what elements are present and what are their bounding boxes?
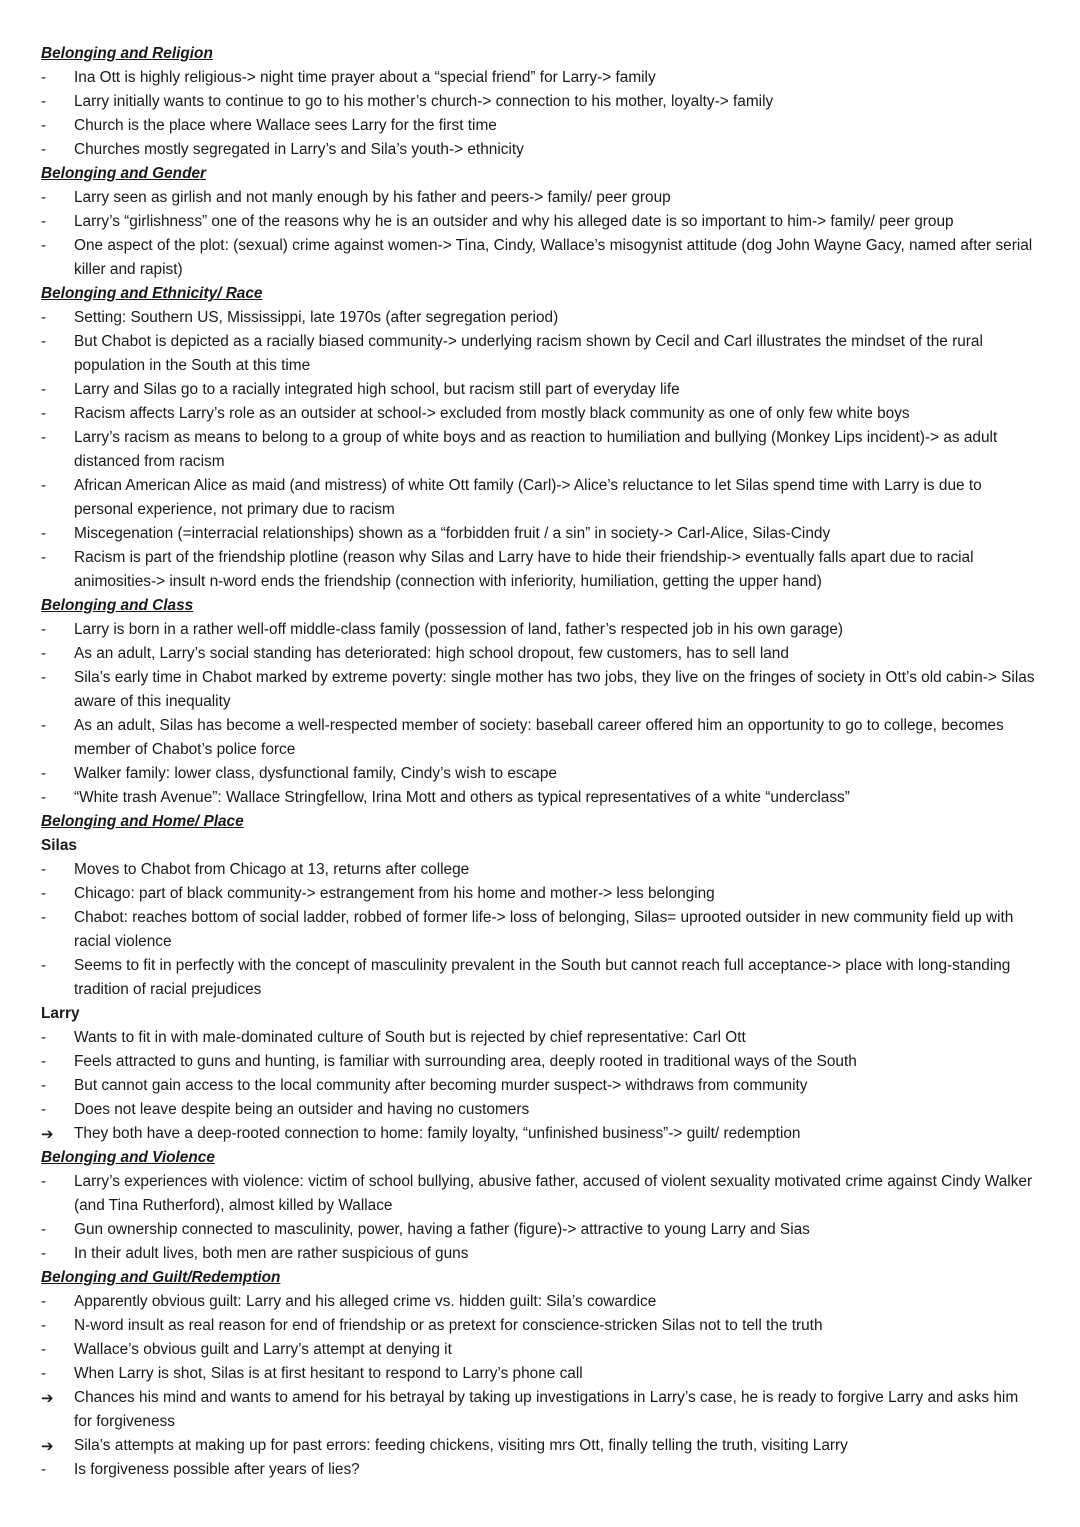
list-item: - Church is the place where Wallace sees Larry for the first time (41, 114, 1036, 138)
list-item: - Larry’s experiences with violence: victim of school bullying, abusive father, accused of violent sexuality motivated crime against Cindy Walker (and Tina Rutherford), almost killed by Wallace (41, 1170, 1036, 1218)
dash-bullet-icon (41, 1458, 74, 1482)
list-item: - Racism affects Larry’s role as an outsider at school-> excluded from mostly black community as one of only few white boys (41, 402, 1036, 426)
list-item: - Gun ownership connected to masculinity, power, having a father (figure)-> attractive to young Larry and Sias (41, 1218, 1036, 1242)
list-item: - Does not leave despite being an outsider and having no customers (41, 1098, 1036, 1122)
arrow-right-icon: ➔ (41, 1437, 54, 1455)
dash-bullet-icon (41, 642, 74, 666)
dash-bullet-icon (41, 66, 74, 90)
list-item: - Wallace’s obvious guilt and Larry’s attempt at denying it (41, 1338, 1036, 1362)
list-item: - Apparently obvious guilt: Larry and his alleged crime vs. hidden guilt: Sila’s cowardice (41, 1290, 1036, 1314)
list-item: - African American Alice as maid (and mistress) of white Ott family (Carl)-> Alice’s reluctance to let Silas spend time with Larry is due to personal experience, not primary due to racism (41, 474, 1036, 522)
list-item: ➔ Chances his mind and wants to amend for his betrayal by taking up investigations in Larry’s case, he is ready to forgive Larry and asks him for forgiveness (41, 1386, 1036, 1434)
dash-bullet-icon (41, 546, 74, 570)
list-item: - Chicago: part of black community-> estrangement from his home and mother-> less belonging (41, 882, 1036, 906)
list-item: - One aspect of the plot: (sexual) crime against women-> Tina, Cindy, Wallace’s misogynist attitude (dog John Wayne Gacy, named after serial killer and rapist) (41, 234, 1036, 282)
dash-bullet-icon (41, 714, 74, 738)
dash-bullet-icon (41, 1314, 74, 1338)
dash-bullet-icon (41, 882, 74, 906)
list-item: - Setting: Southern US, Mississippi, late 1970s (after segregation period) (41, 306, 1036, 330)
dash-bullet-icon (41, 666, 74, 690)
list-item: - Walker family: lower class, dysfunctional family, Cindy’s wish to escape (41, 762, 1036, 786)
dash-bullet-icon (41, 1098, 74, 1122)
dash-bullet-icon (41, 1338, 74, 1362)
list-item: - Larry and Silas go to a racially integrated high school, but racism still part of everyday life (41, 378, 1036, 402)
dash-bullet-icon (41, 426, 74, 450)
dash-bullet-icon (41, 1026, 74, 1050)
list-item: - Miscegenation (=interracial relationships) shown as a “forbidden fruit / a sin” in society-> Carl-Alice, Silas-Cindy (41, 522, 1036, 546)
list-item: - Wants to fit in with male-dominated culture of South but is rejected by chief representative: Carl Ott (41, 1026, 1036, 1050)
section-heading-violence: Belonging and Violence (41, 1149, 215, 1166)
list-item: - Churches mostly segregated in Larry’s and Sila’s youth-> ethnicity (41, 138, 1036, 162)
dash-bullet-icon (41, 186, 74, 210)
subheading-larry: Larry (41, 1005, 80, 1022)
subheading-silas: Silas (41, 837, 77, 854)
dash-bullet-icon (41, 1290, 74, 1314)
list-item: - Chabot: reaches bottom of social ladder, robbed of former life-> loss of belonging, Silas= uprooted outsider in new community field up with racial violence (41, 906, 1036, 954)
section-heading-class: Belonging and Class (41, 597, 194, 614)
dash-bullet-icon (41, 138, 74, 162)
list-item: - Seems to fit in perfectly with the concept of masculinity prevalent in the South but cannot reach full acceptance-> place with long-standing tradition of racial prejudices (41, 954, 1036, 1002)
dash-bullet-icon (41, 1170, 74, 1194)
dash-bullet-icon (41, 762, 74, 786)
section-heading-home-place: Belonging and Home/ Place (41, 813, 244, 830)
list-item: - Is forgiveness possible after years of lies? (41, 1458, 1036, 1482)
list-item: ➔ Sila’s attempts at making up for past errors: feeding chickens, visiting mrs Ott, finally telling the truth, visiting Larry (41, 1434, 1036, 1458)
list-item: - Moves to Chabot from Chicago at 13, returns after college (41, 858, 1036, 882)
dash-bullet-icon (41, 474, 74, 498)
dash-bullet-icon (41, 210, 74, 234)
dash-bullet-icon (41, 522, 74, 546)
list-item: - When Larry is shot, Silas is at first hesitant to respond to Larry’s phone call (41, 1362, 1036, 1386)
list-item: - Larry’s “girlishness” one of the reasons why he is an outsider and why his alleged date is so important to him-> family/ peer group (41, 210, 1036, 234)
dash-bullet-icon (41, 330, 74, 354)
list-item: ➔ They both have a deep-rooted connection to home: family loyalty, “unfinished business”-> guilt/ redemption (41, 1122, 1036, 1146)
arrow-right-icon: ➔ (41, 1389, 54, 1407)
dash-bullet-icon (41, 1050, 74, 1074)
dash-bullet-icon (41, 1242, 74, 1266)
list-item: - Larry initially wants to continue to go to his mother’s church-> connection to his mother, loyalty-> family (41, 90, 1036, 114)
list-item: - But Chabot is depicted as a racially biased community-> underlying racism shown by Cecil and Carl illustrates the mindset of the rural population in the South at this time (41, 330, 1036, 378)
dash-bullet-icon (41, 786, 74, 810)
dash-bullet-icon (41, 90, 74, 114)
dash-bullet-icon (41, 954, 74, 978)
list-item: - Sila’s early time in Chabot marked by extreme poverty: single mother has two jobs, they live on the fringes of society in Ott’s old cabin-> Silas aware of this inequality (41, 666, 1036, 714)
list-item: - N-word insult as real reason for end of friendship or as pretext for conscience-stricken Silas not to tell the truth (41, 1314, 1036, 1338)
dash-bullet-icon (41, 402, 74, 426)
dash-bullet-icon (41, 306, 74, 330)
list-item: - As an adult, Silas has become a well-respected member of society: baseball career offered him an opportunity to go to college, becomes member of Chabot’s police force (41, 714, 1036, 762)
list-item: - Larry is born in a rather well-off middle-class family (possession of land, father’s respected job in his own garage) (41, 618, 1036, 642)
dash-bullet-icon (41, 906, 74, 930)
list-item: - “White trash Avenue”: Wallace Stringfellow, Irina Mott and others as typical representatives of a white “underclass” (41, 786, 1036, 810)
list-item: - Larry seen as girlish and not manly enough by his father and peers-> family/ peer group (41, 186, 1036, 210)
dash-bullet-icon (41, 114, 74, 138)
section-heading-religion: Belonging and Religion (41, 45, 213, 62)
section-heading-gender: Belonging and Gender (41, 165, 207, 182)
dash-bullet-icon (41, 858, 74, 882)
list-item: - Larry’s racism as means to belong to a group of white boys and as reaction to humiliation and bullying (Monkey Lips incident)-> as adult distanced from racism (41, 426, 1036, 474)
dash-bullet-icon (41, 1218, 74, 1242)
arrow-right-icon: ➔ (41, 1125, 54, 1143)
dash-bullet-icon (41, 1074, 74, 1098)
list-item: - As an adult, Larry’s social standing has deteriorated: high school dropout, few customers, has to sell land (41, 642, 1036, 666)
dash-bullet-icon (41, 234, 74, 258)
dash-bullet-icon (41, 1362, 74, 1386)
list-item: - Racism is part of the friendship plotline (reason why Silas and Larry have to hide their friendship-> eventually falls apart due to racial animosities-> insult n-word ends the friendship (connection with inferiority, humiliation, getting the upper hand) (41, 546, 1036, 594)
dash-bullet-icon (41, 618, 74, 642)
list-item: - But cannot gain access to the local community after becoming murder suspect-> withdraws from community (41, 1074, 1036, 1098)
dash-bullet-icon (41, 378, 74, 402)
list-item: - In their adult lives, both men are rather suspicious of guns (41, 1242, 1036, 1266)
section-heading-ethnicity-race: Belonging and Ethnicity/ Race (41, 285, 263, 302)
section-heading-guilt-redemption: Belonging and Guilt/Redemption (41, 1269, 281, 1286)
list-item: - Ina Ott is highly religious-> night time prayer about a “special friend” for Larry-> family (41, 66, 1036, 90)
list-item: - Feels attracted to guns and hunting, is familiar with surrounding area, deeply rooted in traditional ways of the South (41, 1050, 1036, 1074)
